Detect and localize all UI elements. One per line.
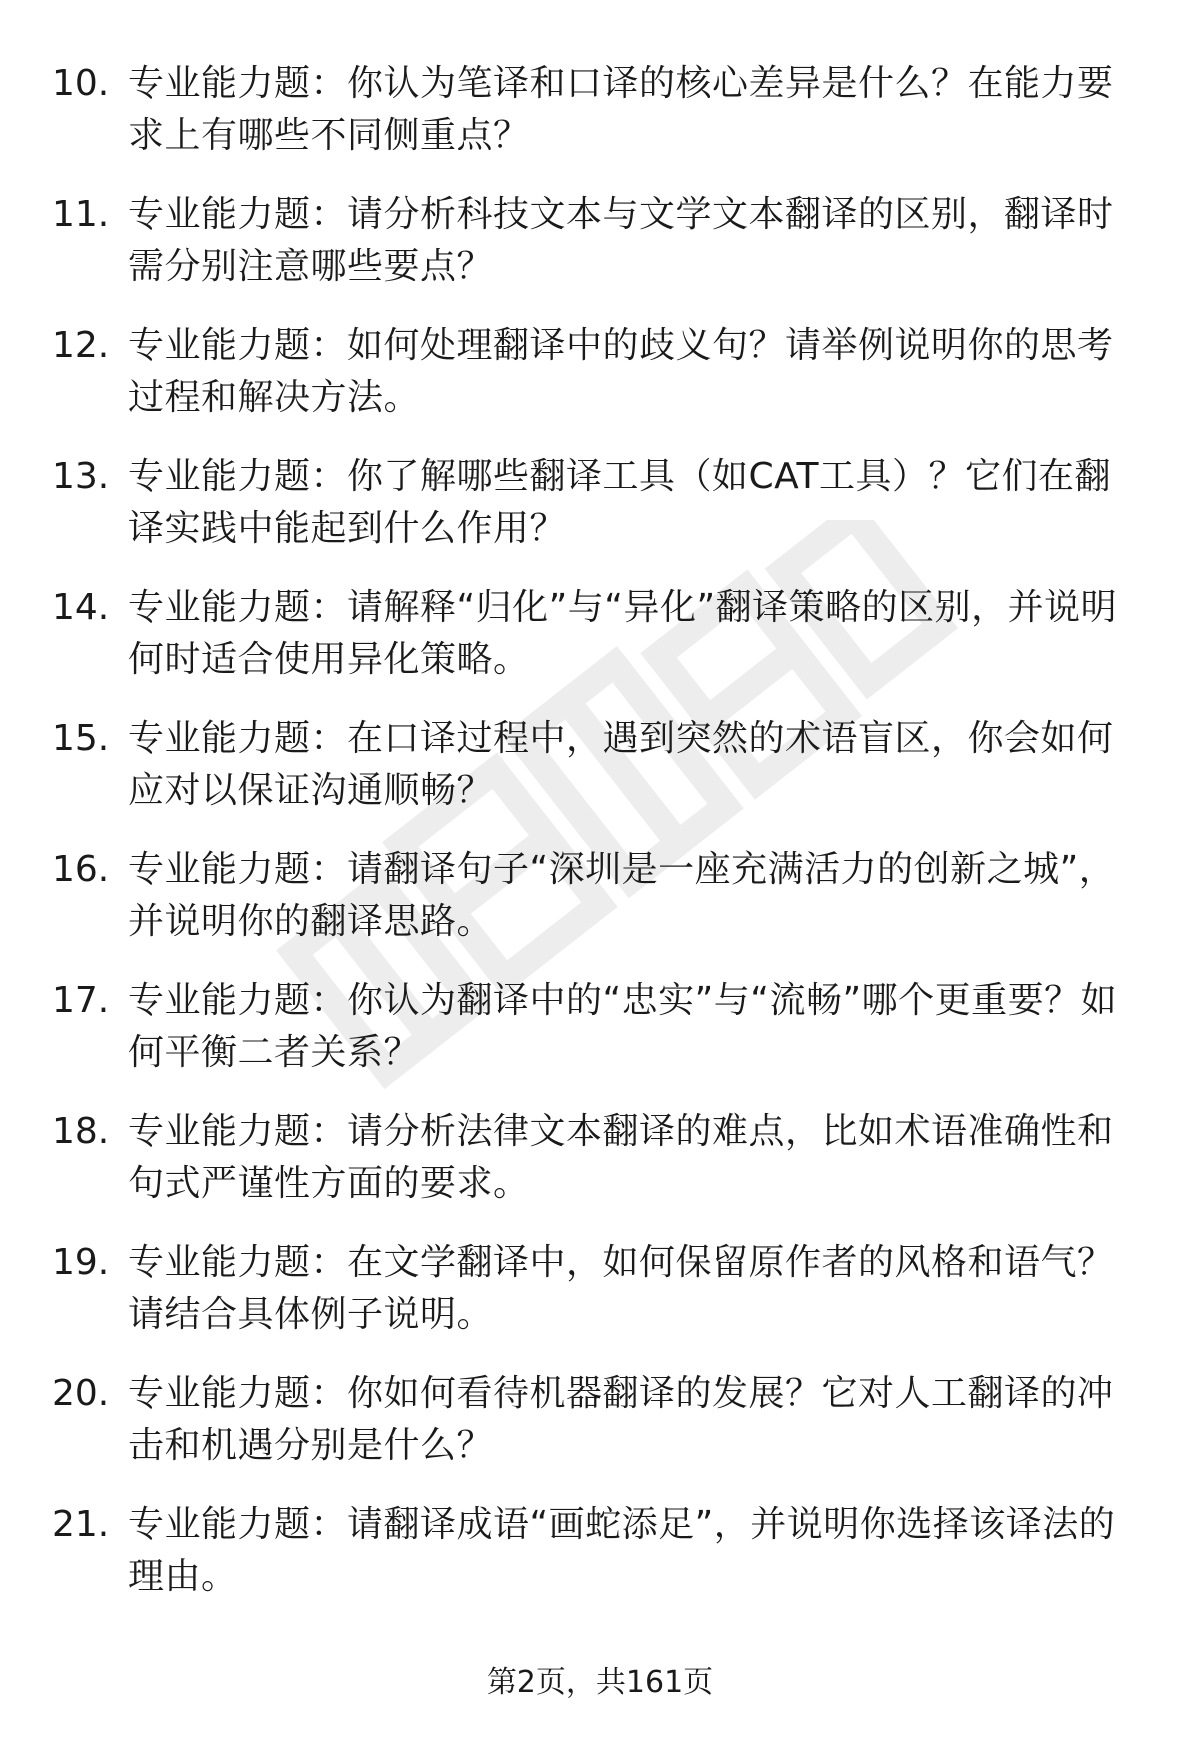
question-text: 专业能力题：你如何看待机器翻译的发展？它对人工翻译的冲击和机遇分别是什么？ (128, 1373, 1114, 1466)
question-text: 专业能力题：你了解哪些翻译工具（如CAT工具）？它们在翻译实践中能起到什么作用？ (128, 456, 1111, 549)
list-item (52, 582, 1142, 713)
question-number: 16. (52, 849, 110, 890)
list-item (52, 1499, 1142, 1630)
list-item (52, 713, 1142, 844)
question-number: 14. (52, 587, 110, 628)
list-item (52, 844, 1142, 975)
list-item (52, 1368, 1142, 1499)
question-number: 15. (52, 718, 110, 759)
question-number: 11. (52, 194, 110, 235)
question-number: 21. (52, 1504, 110, 1545)
question-number: 12. (52, 325, 110, 366)
question-number: 13. (52, 456, 110, 497)
list-item (52, 451, 1142, 582)
list-item (52, 320, 1142, 451)
question-text: 专业能力题：请分析科技文本与文学文本翻译的区别，翻译时需分别注意哪些要点？ (128, 194, 1114, 287)
question-number: 18. (52, 1111, 110, 1152)
question-text: 专业能力题：你认为翻译中的“忠实”与“流畅”哪个更重要？如何平衡二者关系？ (128, 980, 1118, 1073)
question-number: 20. (52, 1373, 110, 1414)
list-item (52, 189, 1142, 320)
question-text: 专业能力题：请翻译句子“深圳是一座充满活力的创新之城”，并说明你的翻译思路。 (128, 849, 1116, 942)
page-number-footer: 第2页，共161页 (486, 1665, 714, 1700)
question-text: 专业能力题：你认为笔译和口译的核心差异是什么？在能力要求上有哪些不同侧重点？ (128, 63, 1114, 156)
question-text: 专业能力题：如何处理翻译中的歧义句？请举例说明你的思考过程和解决方法。 (128, 325, 1114, 418)
list-item (52, 58, 1142, 189)
question-text: 专业能力题：在文学翻译中，如何保留原作者的风格和语气？请结合具体例子说明。 (128, 1242, 1114, 1335)
list-item (52, 1106, 1142, 1237)
question-text: 专业能力题：请分析法律文本翻译的难点，比如术语准确性和句式严谨性方面的要求。 (128, 1111, 1114, 1204)
question-text: 专业能力题：在口译过程中，遇到突然的术语盲区，你会如何应对以保证沟通顺畅？ (128, 718, 1114, 811)
question-number: 19. (52, 1242, 110, 1283)
question-text: 专业能力题：请翻译成语“画蛇添足”，并说明你选择该译法的理由。 (128, 1504, 1116, 1597)
question-list (52, 58, 1142, 1630)
list-item (52, 1237, 1142, 1368)
list-item (52, 975, 1142, 1106)
question-text: 专业能力题：请解释“归化”与“异化”翻译策略的区别，并说明何时适合使用异化策略。 (128, 587, 1118, 680)
question-number: 10. (52, 63, 110, 104)
question-number: 17. (52, 980, 110, 1021)
